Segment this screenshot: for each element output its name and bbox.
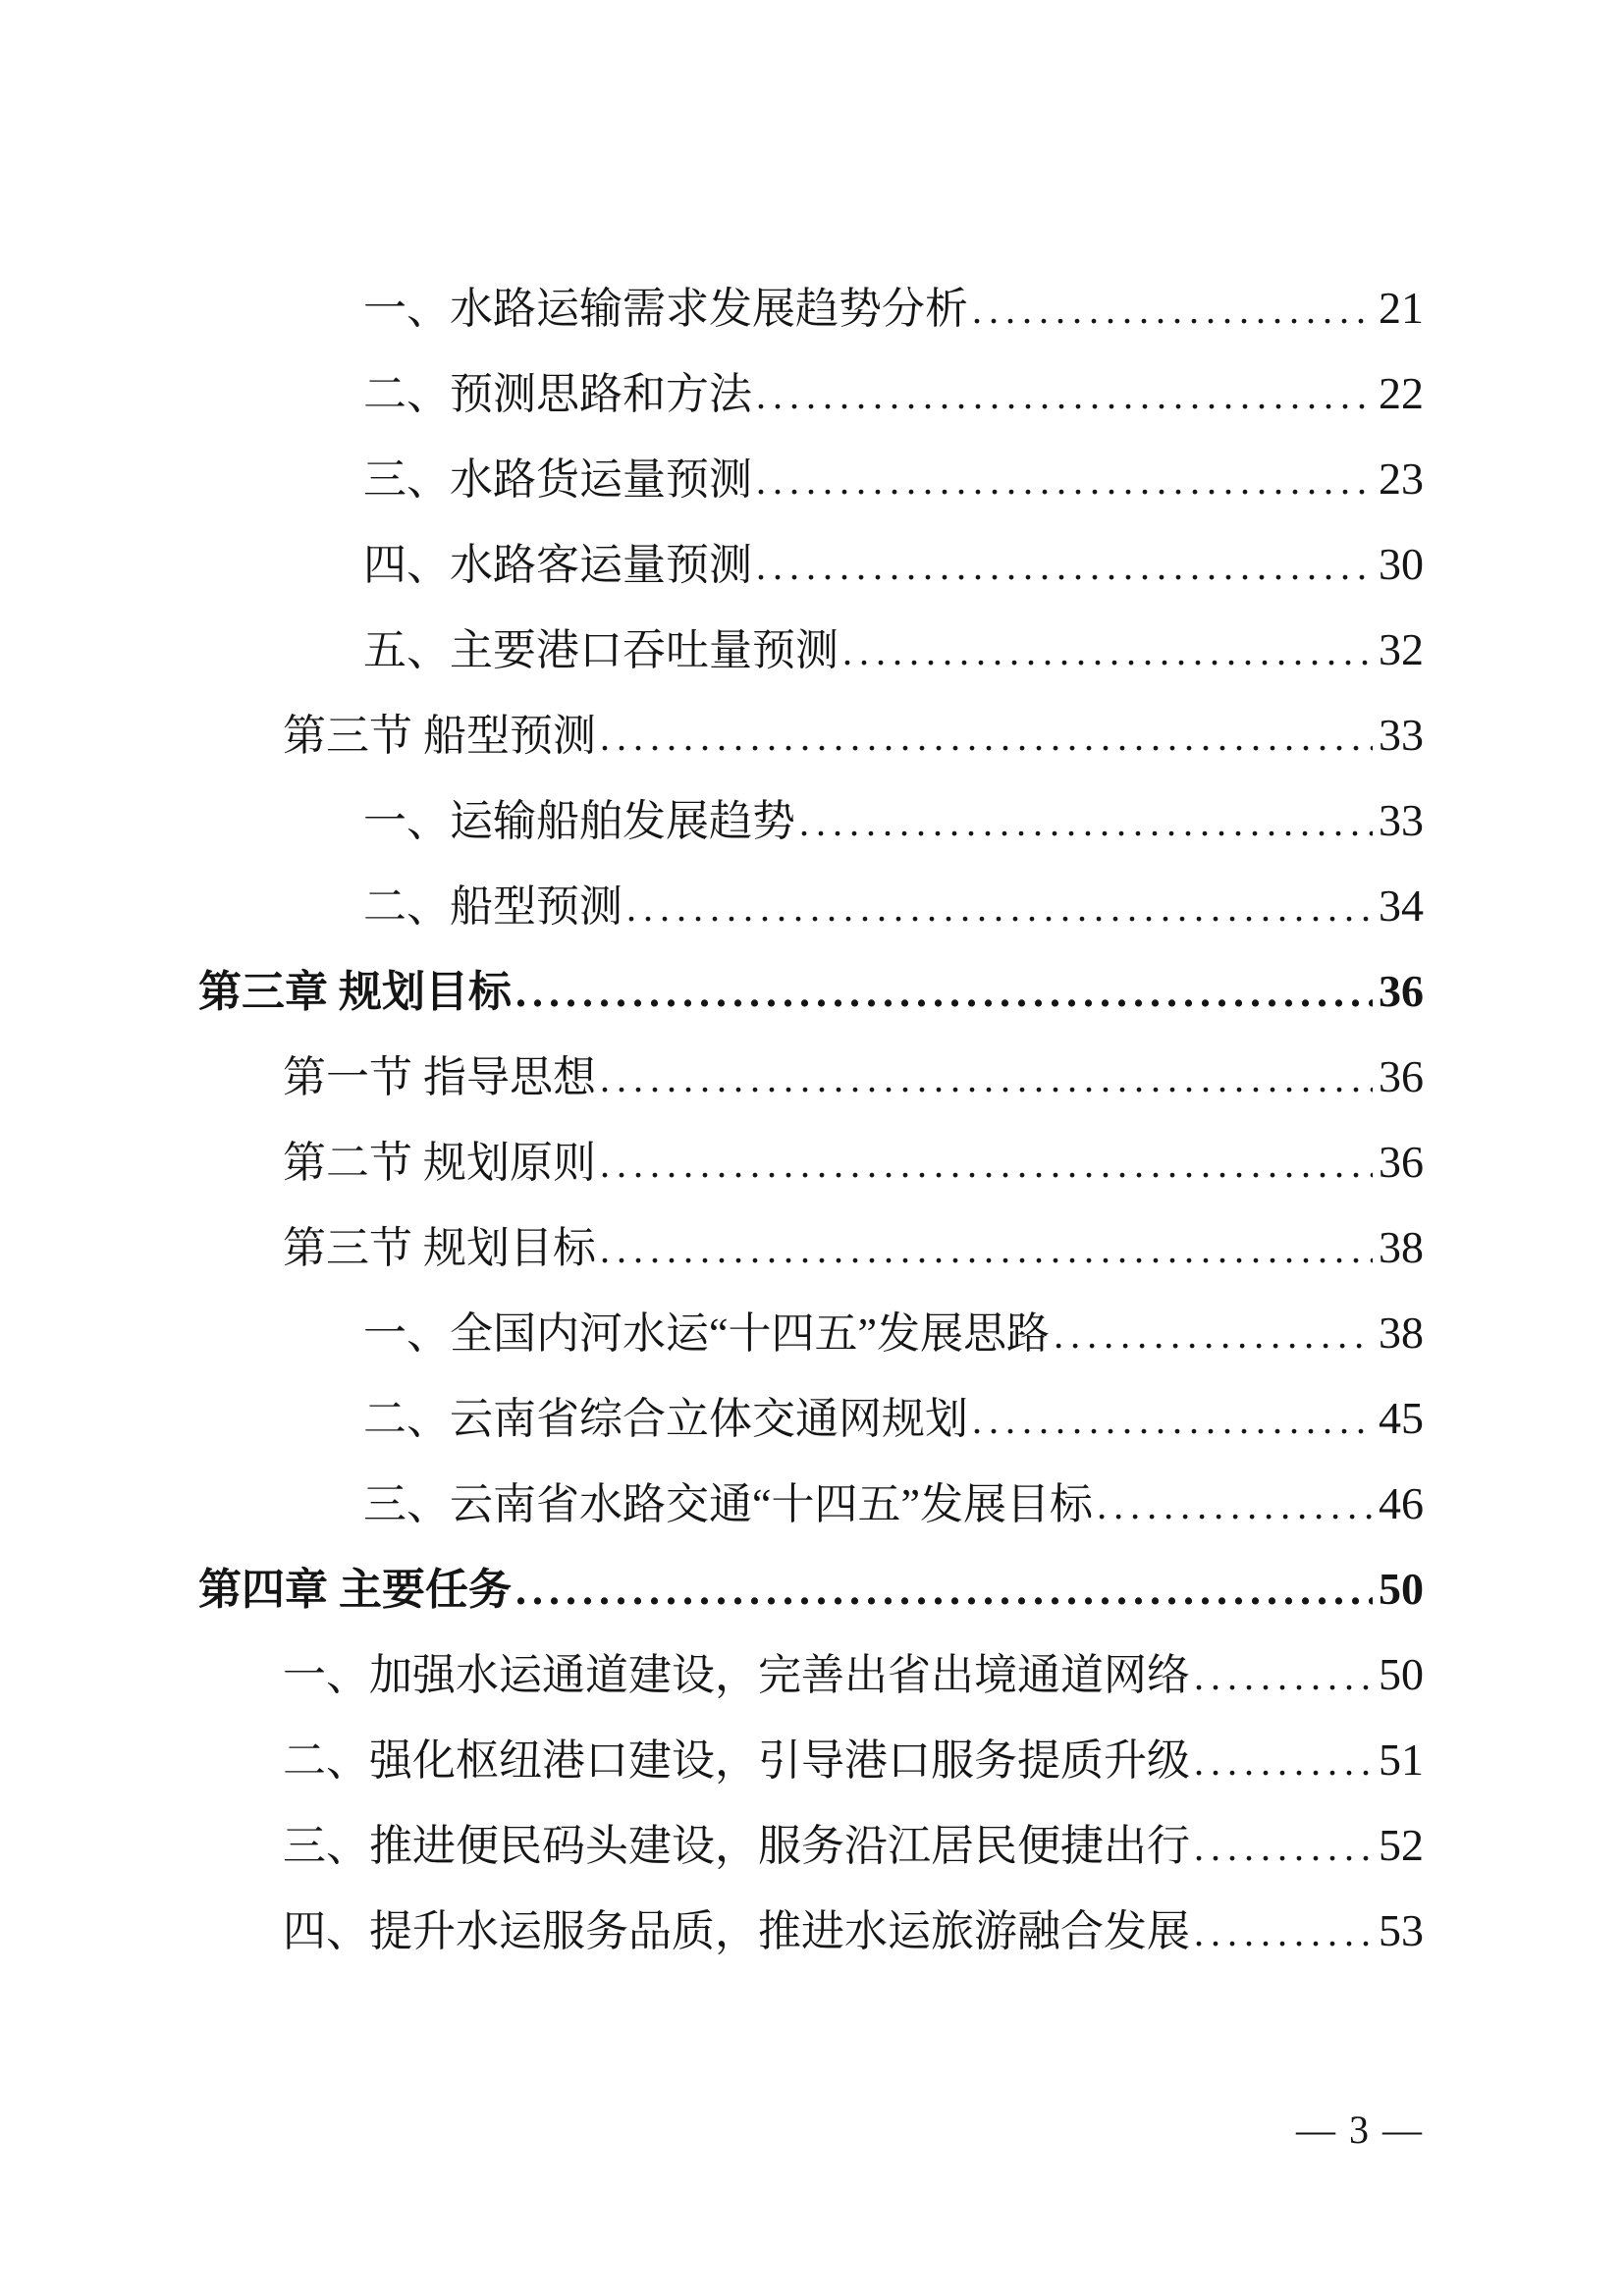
toc-entry-page: 38 <box>1379 1222 1424 1272</box>
toc-entry[interactable] <box>198 1802 1424 1888</box>
toc-entry-page: 50 <box>1379 1564 1424 1614</box>
toc-entry-page: 46 <box>1379 1478 1424 1528</box>
toc-entry-page: 51 <box>1379 1735 1424 1785</box>
toc-entry-label: 第三节 船型预测 <box>283 712 596 760</box>
toc-entry-label: 一、水路运输需求发展趋势分析 <box>363 285 968 333</box>
toc-leader-dots <box>756 352 1373 438</box>
page-number: — 3 — <box>1296 2108 1424 2152</box>
toc-entry-page: 36 <box>1379 1051 1424 1101</box>
toc-leader-dots <box>1194 1890 1373 1975</box>
toc-entry-page: 36 <box>1379 1137 1424 1187</box>
toc-entry-page: 23 <box>1379 454 1424 504</box>
toc-entry[interactable] <box>198 1034 1424 1119</box>
toc-entry-page: 45 <box>1379 1393 1424 1443</box>
toc-entry-label: 五、主要港口吞吐量预测 <box>363 626 839 674</box>
page-footer <box>1296 2087 1424 2172</box>
toc-entry[interactable] <box>198 1631 1424 1717</box>
toc-entry[interactable] <box>198 1461 1424 1546</box>
toc-leader-dots <box>756 523 1373 609</box>
toc-leader-dots <box>972 267 1373 352</box>
toc-entry-label: 第一节 指导思想 <box>283 1053 596 1101</box>
toc-leader-dots <box>1097 1463 1373 1548</box>
toc-entry[interactable] <box>198 863 1424 948</box>
toc-entry-page: 36 <box>1379 966 1424 1016</box>
toc-entry-label: 二、云南省综合立体交通网规划 <box>363 1395 968 1443</box>
toc-entry[interactable] <box>198 607 1424 692</box>
toc-leader-dots <box>600 694 1373 779</box>
toc-entry-label: 第三章 规划目标 <box>198 968 512 1016</box>
toc-entry-page: 21 <box>1379 283 1424 333</box>
toc-entry-page: 22 <box>1379 368 1424 418</box>
toc-entry-label: 二、强化枢纽港口建设，引导港口服务提质升级 <box>283 1736 1190 1785</box>
toc-entry-label: 一、加强水运通道建设，完善出省出境通道网络 <box>283 1651 1190 1699</box>
toc-leader-dots <box>515 1547 1373 1632</box>
toc-entry[interactable] <box>198 521 1424 607</box>
toc-entry-page: 52 <box>1379 1820 1424 1870</box>
toc-leader-dots <box>515 949 1373 1035</box>
toc-leader-dots <box>600 1121 1373 1206</box>
toc-entry[interactable] <box>198 777 1424 863</box>
toc-entry[interactable] <box>198 436 1424 521</box>
toc-entry-page: 34 <box>1379 881 1424 931</box>
toc-entry-label: 第三节 规划目标 <box>283 1224 596 1272</box>
toc-entry[interactable] <box>198 265 1424 350</box>
toc-leader-dots <box>842 609 1373 694</box>
toc-entry-label: 一、运输船舶发展趋势 <box>363 797 795 845</box>
toc-entry-label: 一、全国内河水运“十四五”发展思路 <box>363 1309 1051 1358</box>
toc-leader-dots <box>756 438 1373 523</box>
toc-entry[interactable] <box>198 1717 1424 1802</box>
toc-entry-page: 32 <box>1379 624 1424 674</box>
toc-entry[interactable] <box>198 1375 1424 1461</box>
toc-entry[interactable] <box>198 1290 1424 1375</box>
toc-leader-dots <box>600 1036 1373 1121</box>
toc-entry-label: 第四章 主要任务 <box>198 1566 512 1614</box>
toc-entry[interactable] <box>198 1119 1424 1204</box>
toc-entry-label: 四、提升水运服务品质，推进水运旅游融合发展 <box>283 1907 1190 1955</box>
toc-entry-page: 38 <box>1379 1308 1424 1358</box>
toc-leader-dots <box>626 865 1373 950</box>
toc-entry[interactable] <box>198 350 1424 436</box>
toc-entry-page: 33 <box>1379 710 1424 760</box>
toc-leader-dots <box>1054 1292 1373 1377</box>
toc-entry[interactable] <box>198 1204 1424 1290</box>
toc-leader-dots <box>1194 1804 1373 1890</box>
toc-entry-label: 二、船型预测 <box>363 882 623 931</box>
toc-entry-label: 三、水路货运量预测 <box>363 455 752 504</box>
toc-leader-dots <box>972 1377 1373 1463</box>
toc-entry[interactable] <box>198 1888 1424 1973</box>
toc-entry-label: 三、云南省水路交通“十四五”发展目标 <box>363 1480 1094 1528</box>
toc-entry[interactable] <box>198 692 1424 777</box>
toc-entry-page: 33 <box>1379 795 1424 845</box>
toc-entry-label: 二、预测思路和方法 <box>363 370 752 418</box>
toc-leader-dots <box>799 779 1373 865</box>
toc-entry-label: 三、推进便民码头建设，服务沿江居民便捷出行 <box>283 1822 1190 1870</box>
toc-leader-dots <box>1194 1719 1373 1804</box>
toc-entry[interactable] <box>198 948 1424 1034</box>
toc-entry-page: 50 <box>1379 1649 1424 1699</box>
toc-leader-dots <box>600 1206 1373 1292</box>
toc-entry-label: 第二节 规划原则 <box>283 1139 596 1187</box>
toc-list <box>198 265 1424 1973</box>
toc-entry-page: 30 <box>1379 539 1424 589</box>
toc-entry[interactable] <box>198 1546 1424 1631</box>
toc-entry-label: 四、水路客运量预测 <box>363 541 752 589</box>
toc-entry-page: 53 <box>1379 1905 1424 1955</box>
toc-leader-dots <box>1194 1633 1373 1719</box>
